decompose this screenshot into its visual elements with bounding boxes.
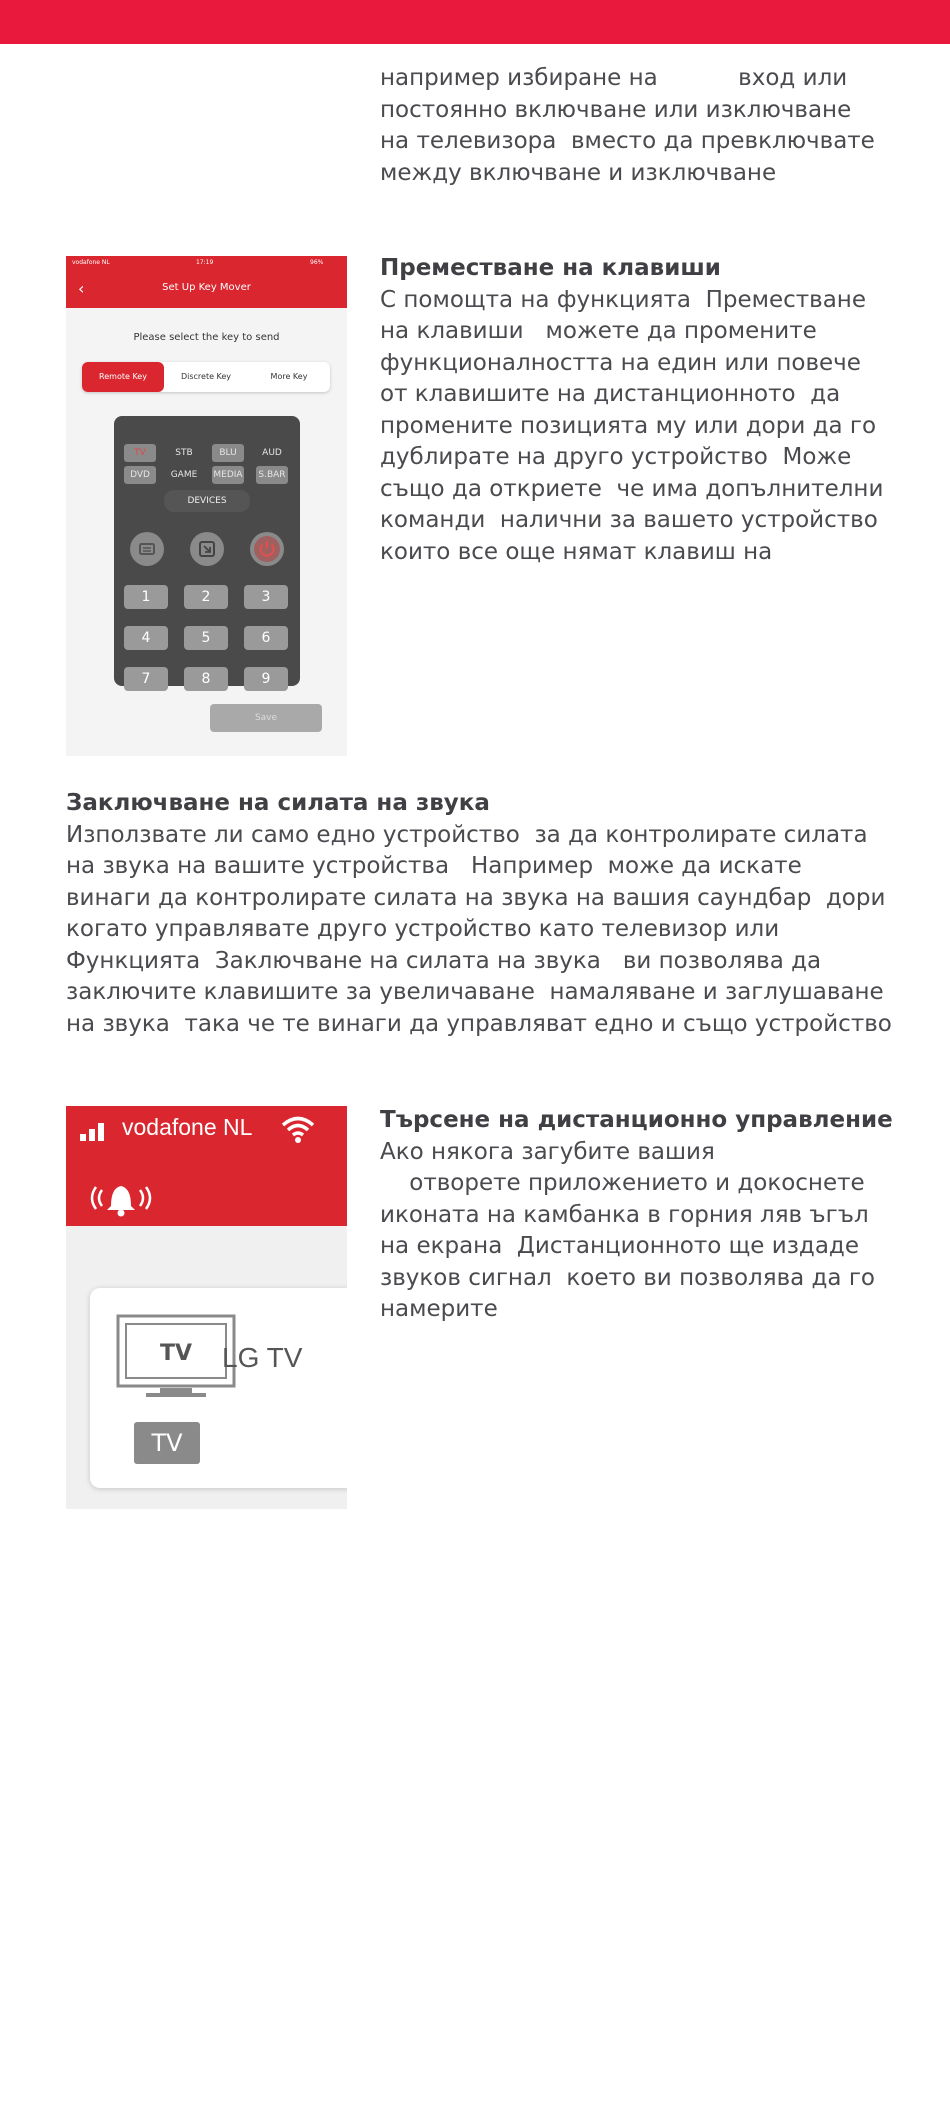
tab-more-key[interactable]: More Key (270, 372, 308, 381)
top-brand-bar (0, 0, 950, 44)
key-mover-screenshot (66, 256, 347, 756)
input-icon[interactable] (190, 532, 224, 566)
text-line: постоянно включване или изключване (380, 96, 852, 123)
text-line: Използвате ли само едно устройство за да контролирате силата (66, 821, 868, 848)
number-key-1[interactable]: 1 (124, 585, 168, 609)
text-line: винаги да контролирате силата на звука на вашия саундбар дори (66, 884, 886, 911)
source-stb[interactable]: STB (175, 448, 193, 458)
text-line: на звука така че те винаги да управляват едно и също устройство (66, 1010, 892, 1037)
intro-paragraph (380, 63, 875, 189)
power-icon[interactable] (250, 532, 284, 566)
text-line: на звука на вашите устройства Например може да искате (66, 853, 802, 879)
text-line: промените позицията му или дори да го (380, 412, 877, 439)
text-line: от клавишите на дистанционното да (380, 381, 841, 407)
key-type-tabs (82, 362, 330, 392)
text-line: на клавиши можете да промените (380, 318, 817, 344)
text-line: Функцията Заключване на силата на звука ви позволява да (66, 947, 822, 974)
signal-icon (78, 1120, 112, 1142)
ringing-bell-icon[interactable] (86, 1178, 156, 1218)
text-line: на телевизора вместо да превключвате (380, 128, 875, 154)
number-key-8[interactable]: 8 (184, 667, 228, 691)
source-media[interactable]: MEDIA (212, 466, 244, 484)
time-label: 17:19 (196, 259, 214, 266)
text-line: на екрана Дистанционното ще издаде (380, 1233, 859, 1259)
source-aud[interactable]: AUD (262, 448, 282, 458)
tv-icon-label: TV (159, 1341, 193, 1366)
text-line: С помощта на функцията Преместване (380, 286, 866, 313)
status-bar (66, 256, 347, 270)
text-line: иконата на камбанка в горния ляв ъгъл (380, 1201, 869, 1228)
remote-control-image (114, 416, 300, 686)
number-key-5[interactable]: 5 (184, 626, 228, 650)
chevron-left-icon[interactable]: ‹ (78, 279, 85, 298)
number-key-9[interactable]: 9 (244, 667, 288, 691)
source-sbar[interactable]: S.BAR (256, 466, 288, 484)
number-key-6[interactable]: 6 (244, 626, 288, 650)
app-header (66, 1106, 347, 1226)
section-heading: Заключване на силата на звука (66, 790, 490, 816)
text-line: Ако някога загубите вашия (380, 1138, 715, 1165)
text-line: също да откриете че има допълнителни (380, 475, 884, 502)
remote-finder-section (380, 1105, 893, 1326)
section-heading: Търсене на дистанционно управление (380, 1107, 893, 1133)
number-key-7[interactable]: 7 (124, 667, 168, 691)
devices-button[interactable]: DEVICES (164, 490, 250, 512)
source-dvd[interactable]: DVD (124, 466, 156, 484)
text-line: които все още нямат клавиш на (380, 538, 773, 565)
text-line: функционалността на един или повече (380, 349, 861, 376)
key-select-prompt: Please select the key to send (133, 332, 280, 343)
save-button[interactable]: Save (210, 704, 322, 732)
wifi-icon (280, 1114, 316, 1144)
text-line: когато управлявате друго устройство като телевизор или (66, 916, 780, 942)
tab-discrete-key[interactable]: Discrete Key (180, 372, 232, 381)
device-name: LG TV (222, 1342, 303, 1373)
carrier-label: vodafone NL (122, 1114, 253, 1140)
source-tv[interactable]: TV (124, 444, 156, 462)
app-header (66, 270, 347, 308)
remote-finder-screenshot (66, 1106, 347, 1509)
tab-remote-key[interactable]: Remote Key (82, 362, 164, 392)
screen-title: Set Up Key Mover (162, 282, 251, 293)
guide-icon[interactable] (130, 532, 164, 566)
text-line: звуков сигнал което ви позволява да го (380, 1264, 875, 1291)
tv-icon (116, 1314, 236, 1400)
source-game[interactable]: GAME (170, 470, 198, 480)
text-line: намерите (380, 1296, 498, 1322)
volume-lock-section (66, 788, 892, 1040)
number-key-3[interactable]: 3 (244, 585, 288, 609)
number-key-4[interactable]: 4 (124, 626, 168, 650)
section-heading: Преместване на клавиши (380, 255, 721, 281)
text-line: заключите клавишите за увеличаване намаляване и заглушаване (66, 979, 884, 1005)
source-blu[interactable]: BLU (212, 444, 244, 462)
battery-label: 96% (310, 259, 324, 266)
text-line: между включване и изключване (380, 159, 777, 186)
number-key-2[interactable]: 2 (184, 585, 228, 609)
device-card[interactable] (90, 1288, 347, 1488)
text-line: отворете приложението и докоснете (380, 1170, 865, 1196)
text-line: дублирате на друго устройство Може (380, 444, 852, 470)
carrier-label: vodafone NL (72, 259, 110, 266)
key-mover-section (380, 253, 883, 568)
device-type-badge: TV (134, 1422, 200, 1464)
text-line: например избиране на вход или (380, 65, 848, 91)
text-line: команди налични за вашето устройство (380, 507, 878, 533)
